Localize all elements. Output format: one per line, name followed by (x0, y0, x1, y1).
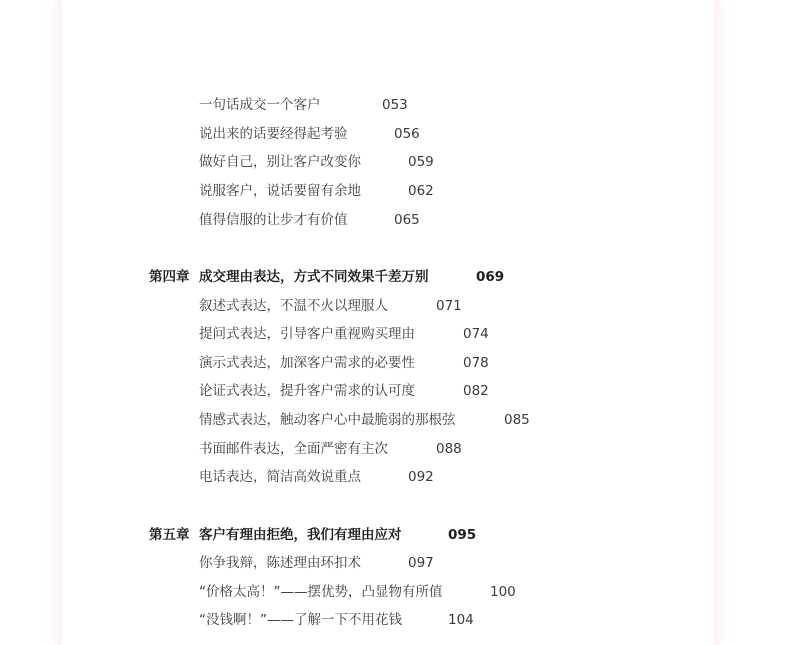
chapter-label: 第五章 (149, 527, 190, 543)
toc-entry[interactable] (199, 153, 434, 171)
toc-entry-page: 097 (408, 555, 434, 571)
toc-entry-title: 做好自己，别让客户改变你 (199, 154, 361, 170)
toc-entry-title: 提问式表达，引导客户重视购买理由 (199, 326, 415, 342)
toc-entry-title: 情感式表达，触动客户心中最脆弱的那根弦 (199, 412, 456, 428)
toc-entry-title: 书面邮件表达，全面严密有主次 (199, 441, 388, 457)
chapter-heading[interactable] (149, 526, 476, 544)
chapter-title: 客户有理由拒绝，我们有理由应对 (199, 527, 402, 543)
toc-entry[interactable] (199, 583, 516, 601)
toc-entry-title: 说出来的话要经得起考验 (199, 126, 348, 142)
toc-entry-title: 论证式表达，提升客户需求的认可度 (199, 383, 415, 399)
toc-entry[interactable] (199, 297, 462, 315)
toc-entry-page: 056 (394, 126, 420, 142)
toc-entry-page: 065 (394, 212, 420, 228)
toc-entry[interactable] (199, 382, 489, 400)
toc-entry[interactable] (199, 96, 408, 114)
toc-entry[interactable] (199, 325, 489, 343)
toc-entry-page: 104 (448, 612, 474, 628)
toc-entry-title: 一句话成交一个客户 (199, 97, 321, 113)
toc-entry-page: 088 (436, 441, 462, 457)
chapter-label: 第四章 (149, 269, 190, 285)
chapter-title: 成交理由表达，方式不同效果千差万别 (199, 269, 429, 285)
toc-entry-title: 叙述式表达，不温不火以理服人 (199, 298, 388, 314)
toc-entry[interactable] (199, 554, 434, 572)
toc-entry[interactable] (199, 611, 474, 629)
toc-entry-page: 053 (382, 97, 408, 113)
toc-entry[interactable] (199, 125, 420, 143)
toc-entry-page: 071 (436, 298, 462, 314)
toc-entry-title: “没钱啊！”——了解一下不用花钱 (199, 612, 402, 628)
toc-entry-title: 你争我辩，陈述理由环扣术 (199, 555, 361, 571)
toc-entry-page: 092 (408, 469, 434, 485)
toc-entry-title: “价格太高！”——摆优势，凸显物有所值 (199, 584, 443, 600)
toc-entry[interactable] (199, 468, 434, 486)
toc-entry[interactable] (199, 182, 434, 200)
toc-entry-title: 演示式表达，加深客户需求的必要性 (199, 355, 415, 371)
toc-entry[interactable] (199, 440, 462, 458)
toc-entry-page: 059 (408, 154, 434, 170)
toc-entry-page: 074 (463, 326, 489, 342)
toc-entry[interactable] (199, 411, 530, 429)
toc-entry-page: 082 (463, 383, 489, 399)
toc-entry-title: 电话表达，简洁高效说重点 (199, 469, 361, 485)
toc-entry-page: 078 (463, 355, 489, 371)
toc-entry-title: 值得信服的让步才有价值 (199, 212, 348, 228)
chapter-page: 095 (448, 527, 477, 543)
toc-entry-page: 085 (504, 412, 530, 428)
toc-entry-title: 说服客户，说话要留有余地 (199, 183, 361, 199)
toc-entry[interactable] (199, 211, 420, 229)
toc-entry[interactable] (199, 354, 489, 372)
toc-entry-page: 062 (408, 183, 434, 199)
toc-entry-page: 100 (490, 584, 516, 600)
chapter-page: 069 (476, 269, 505, 285)
chapter-heading[interactable] (149, 268, 504, 286)
